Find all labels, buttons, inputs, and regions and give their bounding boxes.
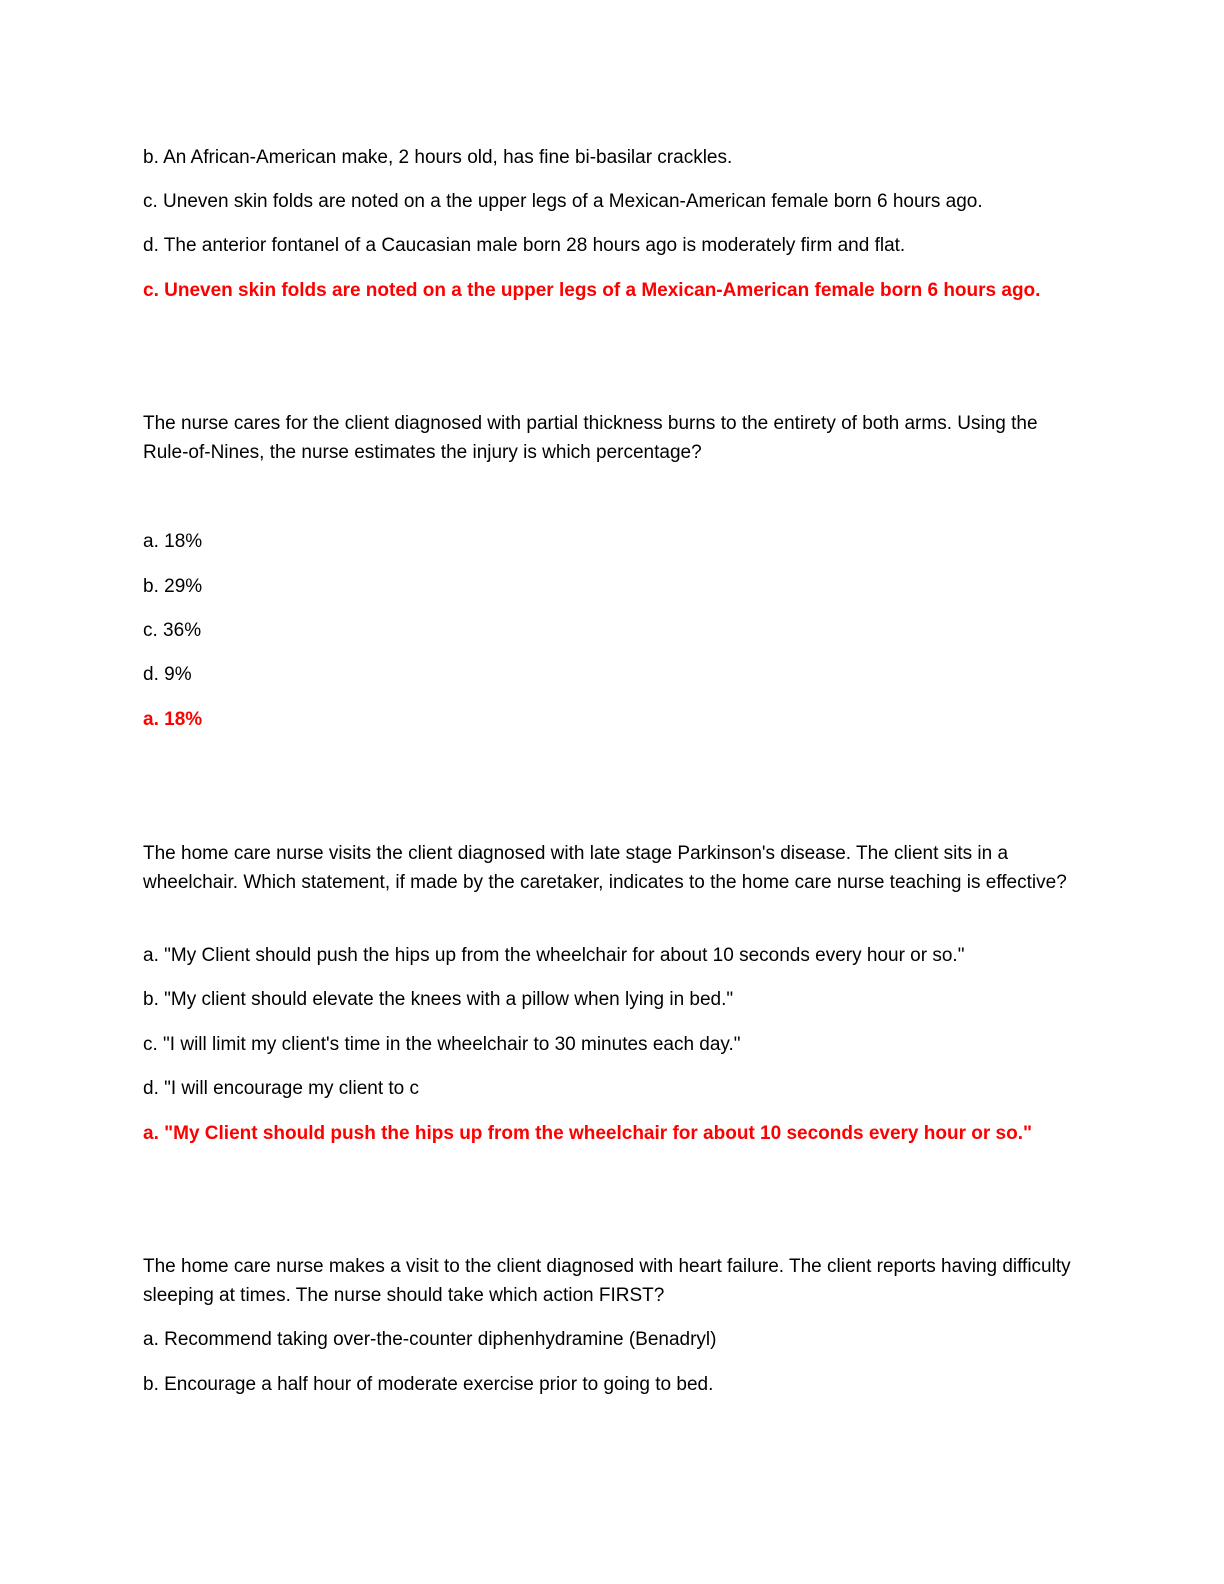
option-text: b. "My client should elevate the knees with a pillow when lying in bed."	[143, 989, 734, 1010]
option-text: b. An African-American make, 2 hours old, has fine bi-basilar crackles.	[143, 147, 733, 168]
option-text: d. "I will encourage my client to c	[143, 1078, 420, 1099]
answer-text: c. Uneven skin folds are noted on a the upper legs of a Mexican-American female born 6 hours ago.	[143, 280, 1041, 301]
option-text: a. "My Client should push the hips up from the wheelchair for about 10 seconds every hour or so."	[143, 945, 965, 966]
option-text: a. 18%	[143, 531, 203, 552]
option-text: d. 9%	[143, 664, 192, 685]
answer-text: a. 18%	[143, 709, 203, 730]
option-text: b. Encourage a half hour of moderate exercise prior to going to bed.	[143, 1374, 714, 1395]
answer-text: a. "My Client should push the hips up from the wheelchair for about 10 seconds every hour or so."	[143, 1123, 1032, 1144]
option-text: c. "I will limit my client's time in the wheelchair to 30 minutes each day."	[143, 1034, 741, 1055]
option-text: d. The anterior fontanel of a Caucasian male born 28 hours ago is moderately firm and flat.	[143, 235, 906, 256]
question-text: The home care nurse visits the client diagnosed with late stage Parkinson's disease. The client sits in a wheelchair. Which statement, if made by the caretaker, indicates to the home care nurse teaching is effective?	[143, 843, 1067, 893]
option-text: b. 29%	[143, 576, 203, 597]
option-text: c. 36%	[143, 620, 202, 641]
option-text: a. Recommend taking over-the-counter diphenhydramine (Benadryl)	[143, 1329, 717, 1350]
question-text: The nurse cares for the client diagnosed with partial thickness burns to the entirety of both arms. Using the Rule-of-Nines, the nurse estimates the injury is which percentage?	[143, 413, 1038, 463]
question-text: The home care nurse makes a visit to the client diagnosed with heart failure. The client reports having difficulty sleeping at times. The nurse should take which action FIRST?	[143, 1256, 1071, 1306]
option-text: c. Uneven skin folds are noted on a the upper legs of a Mexican-American female born 6 hours ago.	[143, 191, 983, 212]
